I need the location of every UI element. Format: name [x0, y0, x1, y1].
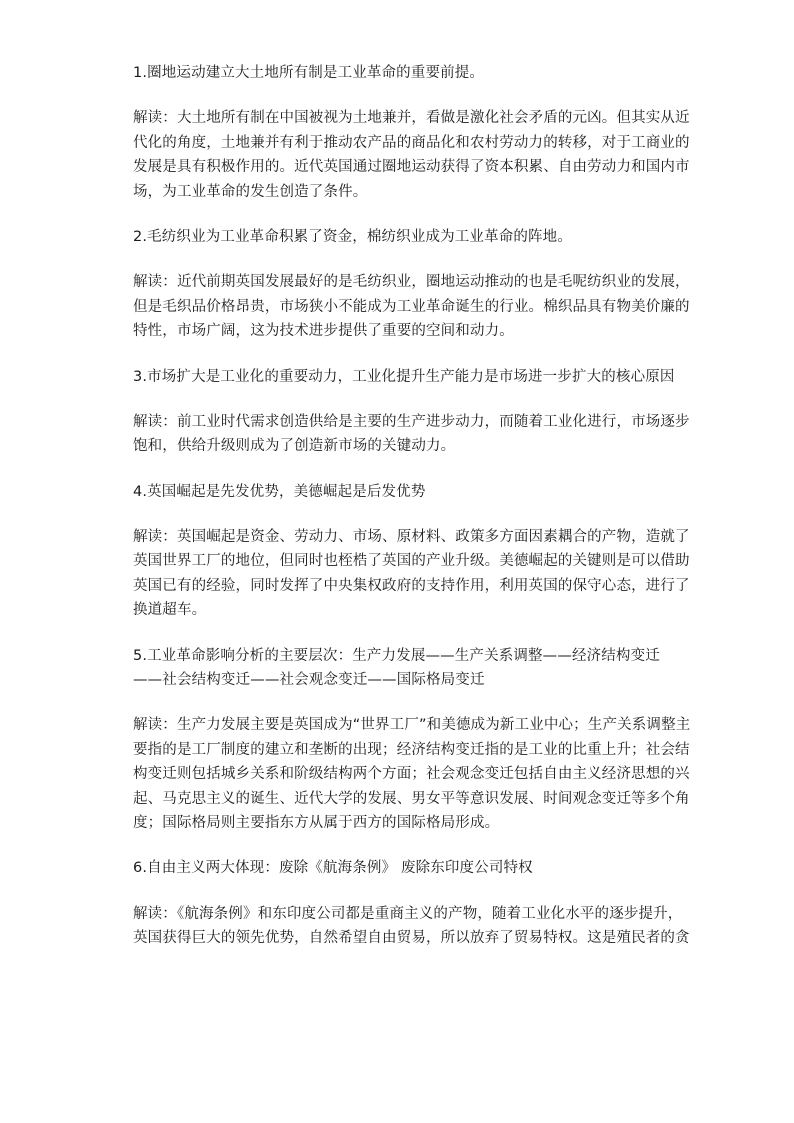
section-heading [133, 365, 675, 389]
body-line: 饱和，供给升级则成为了创造新市场的关键动力。 [133, 438, 456, 455]
body-line: 解读：大土地所有制在中国被视为土地兼并，看做是激化社会矛盾的元凶。但其实从近 [133, 110, 690, 127]
heading-line: 5.工业革命影响分析的主要层次：生产力发展——生产关系调整——经济结构变迁 [133, 647, 660, 664]
body-line: 英国获得巨大的领先优势，自然希望自由贸易，所以放弃了贸易特权。这是殖民者的贪 [133, 930, 690, 947]
body-line: 解读：英国崛起是资金、劳动力、市场、原材料、政策多方面因素耦合的产物，造就了 [133, 529, 690, 546]
section-heading [133, 856, 663, 880]
heading-line: ——社会结构变迁——社会观念变迁——国际格局变迁 [133, 672, 485, 689]
section-5 [133, 644, 691, 836]
body-line: 解读：近代前期英国发展最好的是毛纺织业，圈地运动推动的也是毛呢纺织业的发展， [133, 274, 690, 291]
section-heading [133, 61, 663, 85]
section-2 [133, 225, 690, 344]
section-3 [133, 365, 690, 459]
document-page [133, 61, 691, 972]
section-body [133, 525, 690, 623]
body-line: 起、马克思主义的诞生、近代大学的发展、男女平等意识发展、时间观念变迁等多个角 [133, 790, 690, 807]
section-heading [133, 644, 663, 693]
body-line: 英国世界工厂的地位，但同时也桎梏了英国的产业升级。美德崛起的关键则是可以借助 [133, 553, 690, 570]
body-line: 特性，市场广阔，这为技术进步提供了重要的空间和动力。 [133, 323, 514, 340]
heading-line: 1.圈地运动建立大土地所有制是工业革命的重要前提。 [133, 65, 485, 81]
section-body [133, 902, 690, 951]
section-heading [133, 480, 663, 504]
heading-line: 3.市场扩大是工业化的重要动力，工业化提升生产能力是市场进一步扩大的核心原因 [133, 368, 675, 385]
section-4 [133, 480, 690, 623]
section-6 [133, 856, 690, 950]
body-line: 解读：前工业时代需求创造供给是主要的生产进步动力，而随着工业化进行，市场逐步 [133, 413, 690, 430]
section-body [133, 270, 690, 343]
body-line: 解读：生产力发展主要是英国成为“世界工厂”和美德成为新工业中心；生产关系调整主 [133, 717, 691, 734]
body-line: 构变迁则包括城乡关系和阶级结构两个方面；社会观念变迁包括自由主义经济思想的兴 [133, 766, 690, 783]
body-line: 解读：《航海条例》和东印度公司都是重商主义的产物，随着工业化水平的逐步提升， [133, 905, 683, 922]
body-line: 代化的角度，土地兼并有利于推动农产品的商品化和农村劳动力的转移，对于工商业的 [133, 134, 690, 151]
body-line: 度；国际格局则主要指东方从属于西方的国际格局形成。 [133, 814, 500, 831]
section-1 [133, 61, 690, 204]
body-line: 换道超车。 [133, 602, 207, 619]
heading-line: 6.自由主义两大体现：废除《航海条例》 废除东印度公司特权 [133, 860, 533, 877]
body-line: 但是毛织品价格昂贵，市场狭小不能成为工业革命诞生的行业。棉织品具有物美价廉的 [133, 298, 690, 315]
heading-line: 2.毛纺织业为工业革命积累了资金，棉纺织业成为工业革命的阵地。 [133, 228, 572, 245]
section-body [133, 106, 690, 204]
body-line: 英国已有的经验，同时发挥了中央集权政府的支持作用，利用英国的保守心态，进行了 [133, 577, 690, 594]
body-line: 发展是具有积极作用的。近代英国通过圈地运动获得了资本积累、自由劳动力和国内市 [133, 159, 690, 176]
section-heading [133, 225, 663, 249]
heading-line: 4.英国崛起是先发优势，美德崛起是后发优势 [133, 483, 426, 500]
section-body [133, 410, 690, 459]
section-body [133, 713, 691, 835]
body-line: 场，为工业革命的发生创造了条件。 [133, 183, 368, 200]
body-line: 要指的是工厂制度的建立和垄断的出现；经济结构变迁指的是工业的比重上升；社会结 [133, 741, 690, 758]
